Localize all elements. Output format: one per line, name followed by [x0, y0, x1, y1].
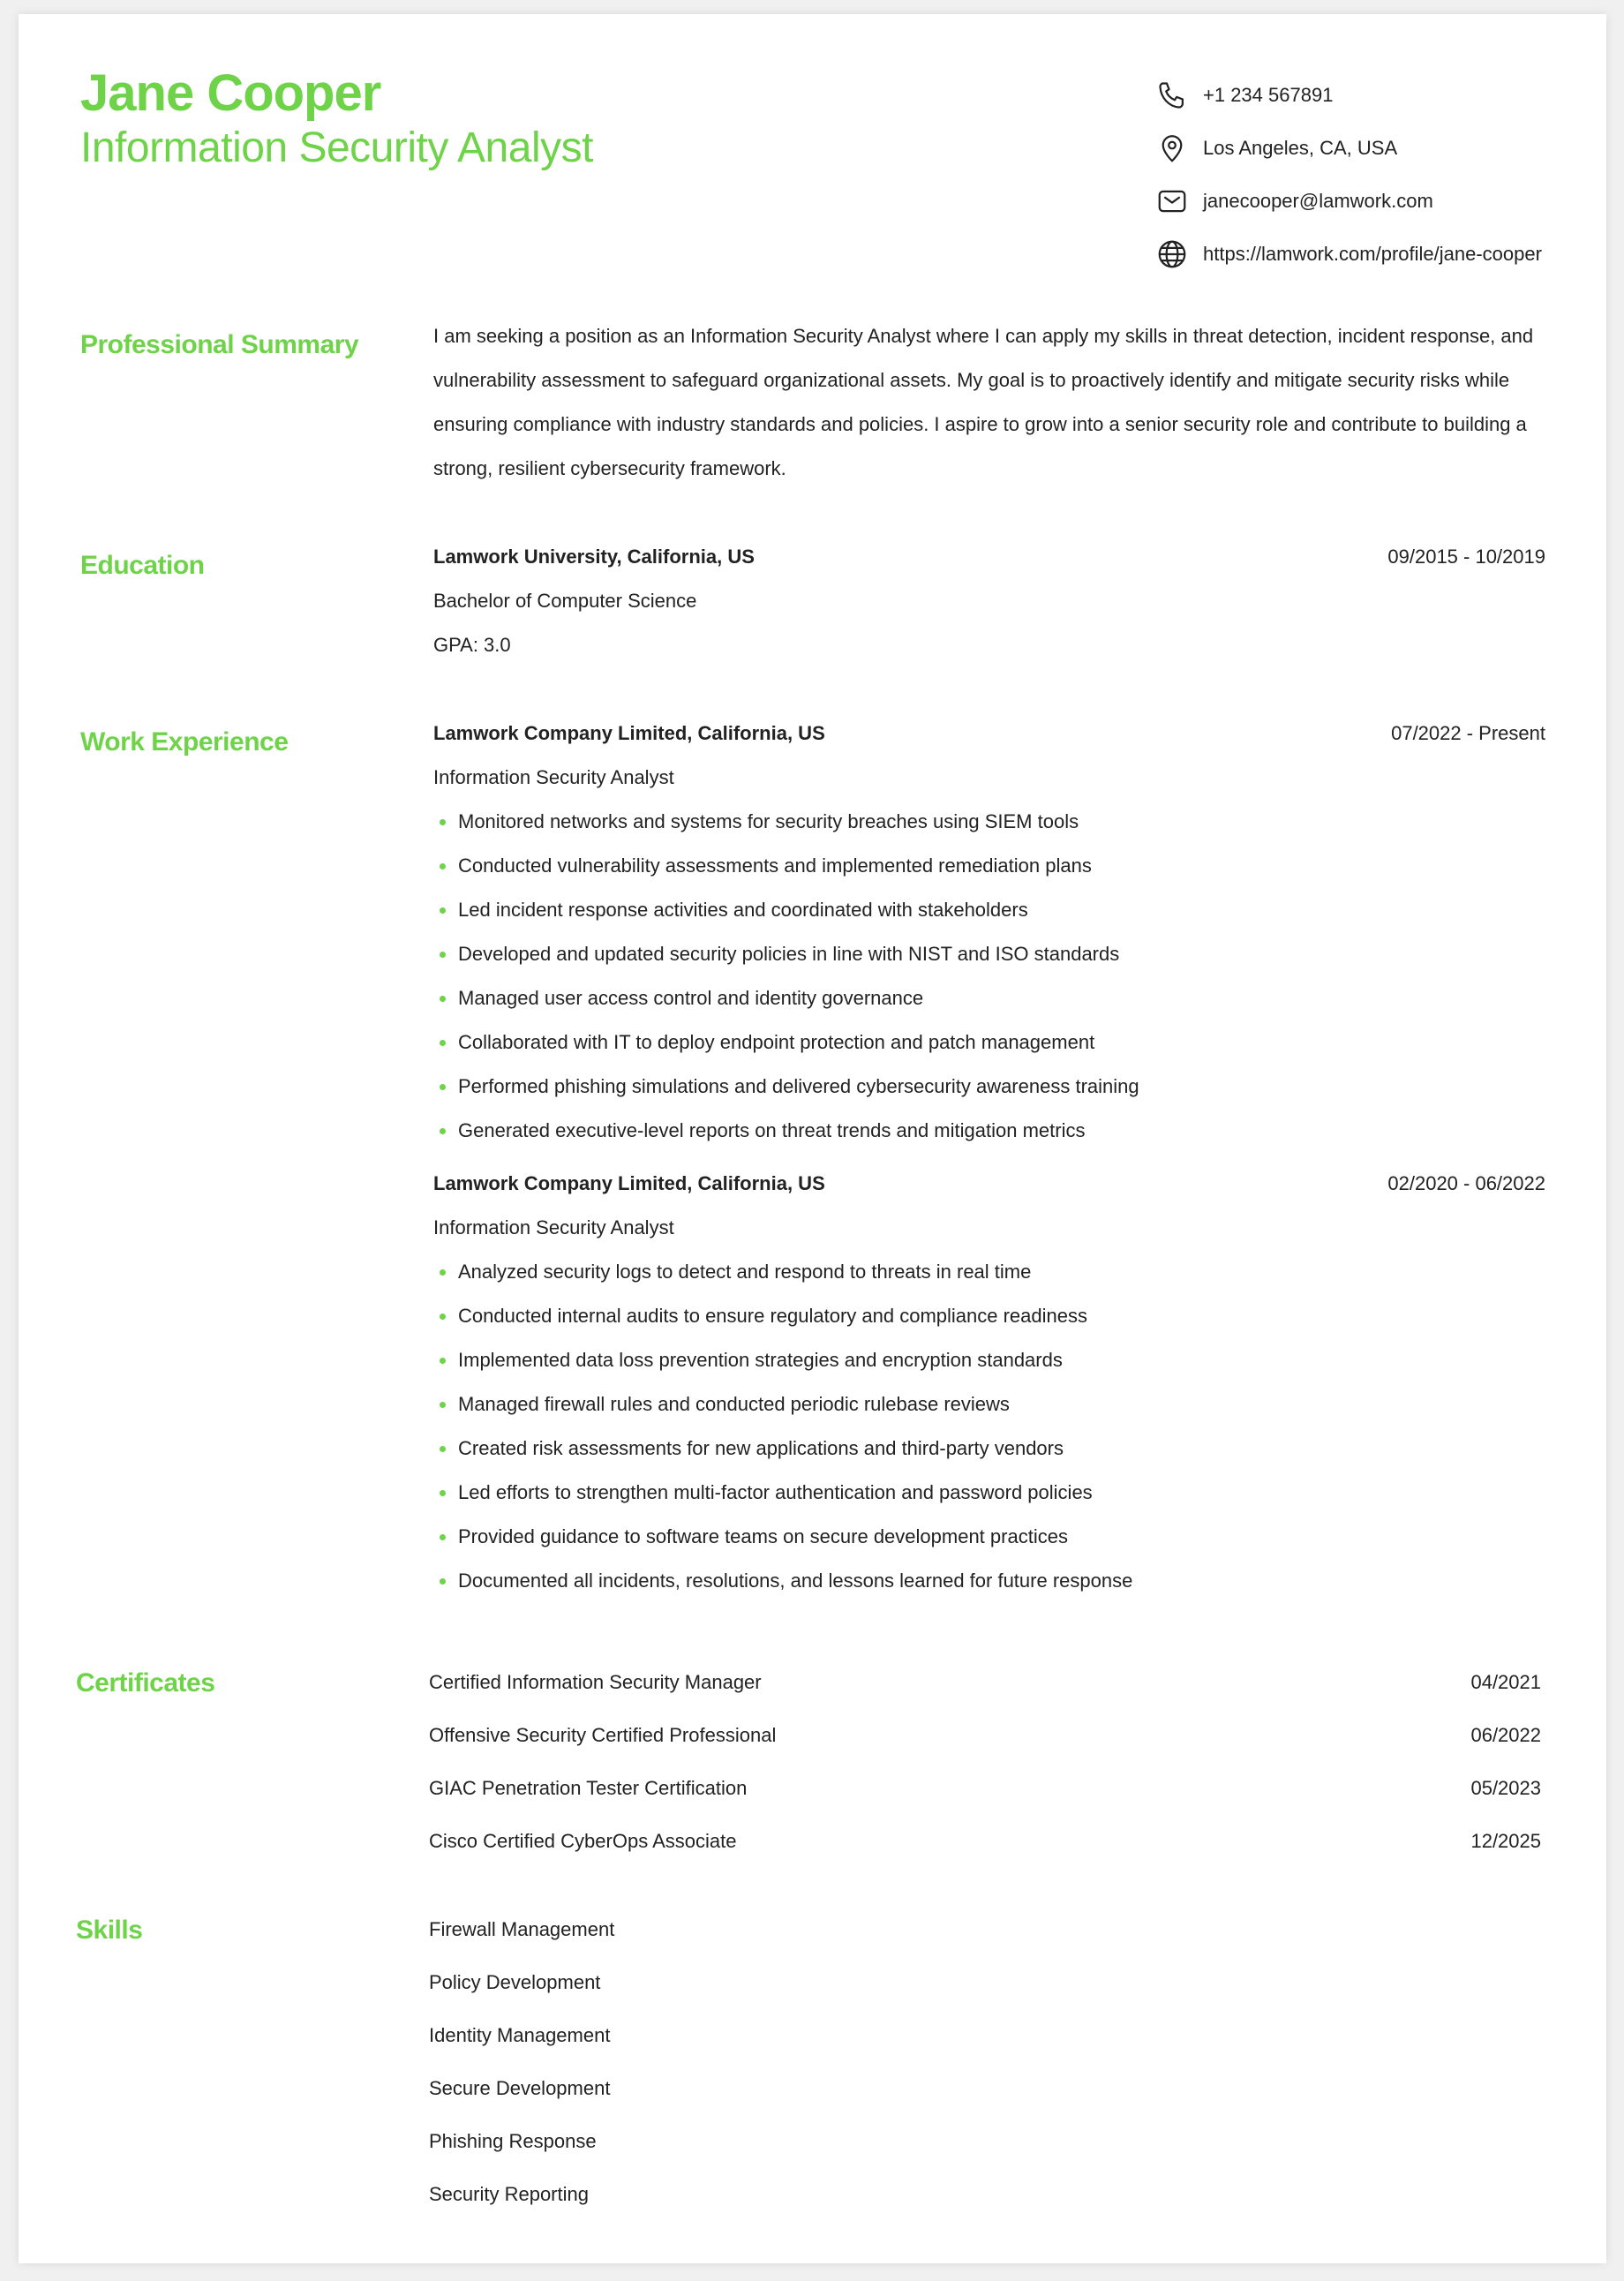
list-item: Conducted vulnerability assessments and implemented remediation plans: [433, 844, 1545, 888]
contact-website-text[interactable]: https://lamwork.com/profile/jane-cooper: [1203, 243, 1542, 265]
education-dates: 09/2015 - 10/2019: [1387, 546, 1545, 568]
list-item: Developed and updated security policies in line with NIST and ISO standards: [433, 932, 1545, 976]
skill-item: Secure Development: [429, 2077, 611, 2099]
skill-item: Security Reporting: [429, 2183, 589, 2205]
location-icon: [1154, 131, 1190, 166]
contact-phone: [1154, 69, 1542, 122]
list-item: Documented all incidents, resolutions, and lessons learned for future response: [433, 1559, 1545, 1603]
resume-page: [19, 14, 1606, 2263]
certificate-name: Offensive Security Certified Professional: [429, 1724, 777, 1746]
list-item: Created risk assessments for new applications and third-party vendors: [433, 1427, 1545, 1471]
summary-body: [433, 314, 1545, 491]
list-item: Analyzed security logs to detect and respond to threats in real time: [433, 1250, 1545, 1294]
list-item: Performed phishing simulations and delivered cybersecurity awareness training: [433, 1065, 1545, 1109]
education-body: [433, 535, 1545, 667]
job-dates: 07/2022 - Present: [1391, 722, 1545, 744]
list-item: Conducted internal audits to ensure regulatory and compliance readiness: [433, 1294, 1545, 1338]
contact-location-text: Los Angeles, CA, USA: [1203, 137, 1398, 159]
certificate-date: 04/2021: [1470, 1671, 1541, 1693]
contact-email-text[interactable]: janecooper@lamwork.com: [1203, 190, 1433, 212]
globe-icon: [1154, 237, 1190, 272]
education-header-row: [433, 535, 1545, 579]
certificate-date: 12/2025: [1470, 1830, 1541, 1852]
contact-website[interactable]: [1154, 228, 1542, 281]
candidate-title: Information Security Analyst: [80, 124, 593, 171]
bullet-dot-icon: [440, 1084, 446, 1090]
skills-heading: Skills: [76, 1916, 143, 1945]
job-company: Lamwork Company Limited, California, US: [433, 1172, 825, 1194]
certificate-row: [429, 1709, 1541, 1762]
bullet-dot-icon: [440, 1040, 446, 1046]
list-item: Implemented data loss prevention strategies and encryption standards: [433, 1338, 1545, 1382]
certificate-row: [429, 1656, 1541, 1709]
skill-item: Policy Development: [429, 1971, 601, 1993]
job-dates: 02/2020 - 06/2022: [1387, 1172, 1545, 1194]
candidate-name: Jane Cooper: [80, 64, 381, 122]
phone-icon: [1154, 78, 1190, 113]
bullet-dot-icon: [440, 1490, 446, 1496]
education-heading: Education: [80, 551, 205, 580]
job-company: Lamwork Company Limited, California, US: [433, 722, 825, 744]
job-bullets: [433, 1250, 1545, 1603]
job-role: Information Security Analyst: [433, 766, 674, 788]
certificate-name: Certified Information Security Manager: [429, 1671, 762, 1693]
experience-heading: Work Experience: [80, 727, 289, 757]
bullet-dot-icon: [440, 1446, 446, 1452]
bullet-dot-icon: [440, 952, 446, 958]
certificate-date: 05/2023: [1470, 1777, 1541, 1799]
certificate-name: GIAC Penetration Tester Certification: [429, 1777, 748, 1799]
list-item: Led incident response activities and coordinated with stakeholders: [433, 888, 1545, 932]
certificate-row: [429, 1815, 1541, 1868]
skills-body: [429, 1903, 1541, 2221]
education-gpa: GPA: 3.0: [433, 634, 511, 656]
bullet-dot-icon: [440, 1534, 446, 1540]
bullet-dot-icon: [440, 1578, 446, 1585]
skill-item: Identity Management: [429, 2024, 611, 2046]
bullet-dot-icon: [440, 1314, 446, 1320]
skill-item: Firewall Management: [429, 1918, 615, 1940]
job-entry: [433, 1162, 1545, 1603]
education-school: Lamwork University, California, US: [433, 546, 755, 568]
contact-phone-text: +1 234 567891: [1203, 84, 1334, 106]
job-header-row: [433, 1162, 1545, 1206]
certificates-heading: Certificates: [76, 1668, 215, 1698]
certificate-row: [429, 1762, 1541, 1815]
job-entry: [433, 711, 1545, 1153]
list-item: Collaborated with IT to deploy endpoint protection and patch management: [433, 1020, 1545, 1065]
list-item: Monitored networks and systems for security breaches using SIEM tools: [433, 800, 1545, 844]
bullet-dot-icon: [440, 1269, 446, 1276]
list-item: Generated executive-level reports on threat trends and mitigation metrics: [433, 1109, 1545, 1153]
contact-location: [1154, 122, 1542, 175]
education-degree: Bachelor of Computer Science: [433, 590, 697, 612]
bullet-dot-icon: [440, 863, 446, 869]
certificates-body: [429, 1656, 1541, 1868]
job-role: Information Security Analyst: [433, 1216, 674, 1238]
list-item: Managed user access control and identity governance: [433, 976, 1545, 1020]
certificate-date: 06/2022: [1470, 1724, 1541, 1746]
experience-body: [433, 711, 1545, 1603]
bullet-dot-icon: [440, 1128, 446, 1134]
job-header-row: [433, 711, 1545, 756]
list-item: Managed firewall rules and conducted periodic rulebase reviews: [433, 1382, 1545, 1427]
bullet-dot-icon: [440, 819, 446, 825]
summary-text: I am seeking a position as an Information Security Analyst where I can apply my skills in threat detection, incident response, and vulnerability assessment to safeguard organizational assets. My goal is to proactively identify and mitigate security risks while ensuring compliance with industry standards and policies. I aspire to grow into a senior security role and contribute to building a strong, resilient cybersecurity framework.: [433, 325, 1534, 479]
bullet-dot-icon: [440, 1402, 446, 1408]
skill-item: Phishing Response: [429, 2130, 597, 2152]
list-item: Led efforts to strengthen multi-factor authentication and password policies: [433, 1471, 1545, 1515]
certificate-name: Cisco Certified CyberOps Associate: [429, 1830, 737, 1852]
list-item: Provided guidance to software teams on secure development practices: [433, 1515, 1545, 1559]
contact-list: [1154, 69, 1542, 281]
contact-email[interactable]: [1154, 175, 1542, 228]
summary-heading: Professional Summary: [80, 330, 359, 359]
bullet-dot-icon: [440, 907, 446, 914]
job-bullets: [433, 800, 1545, 1153]
bullet-dot-icon: [440, 996, 446, 1002]
bullet-dot-icon: [440, 1358, 446, 1364]
email-icon: [1154, 184, 1190, 219]
